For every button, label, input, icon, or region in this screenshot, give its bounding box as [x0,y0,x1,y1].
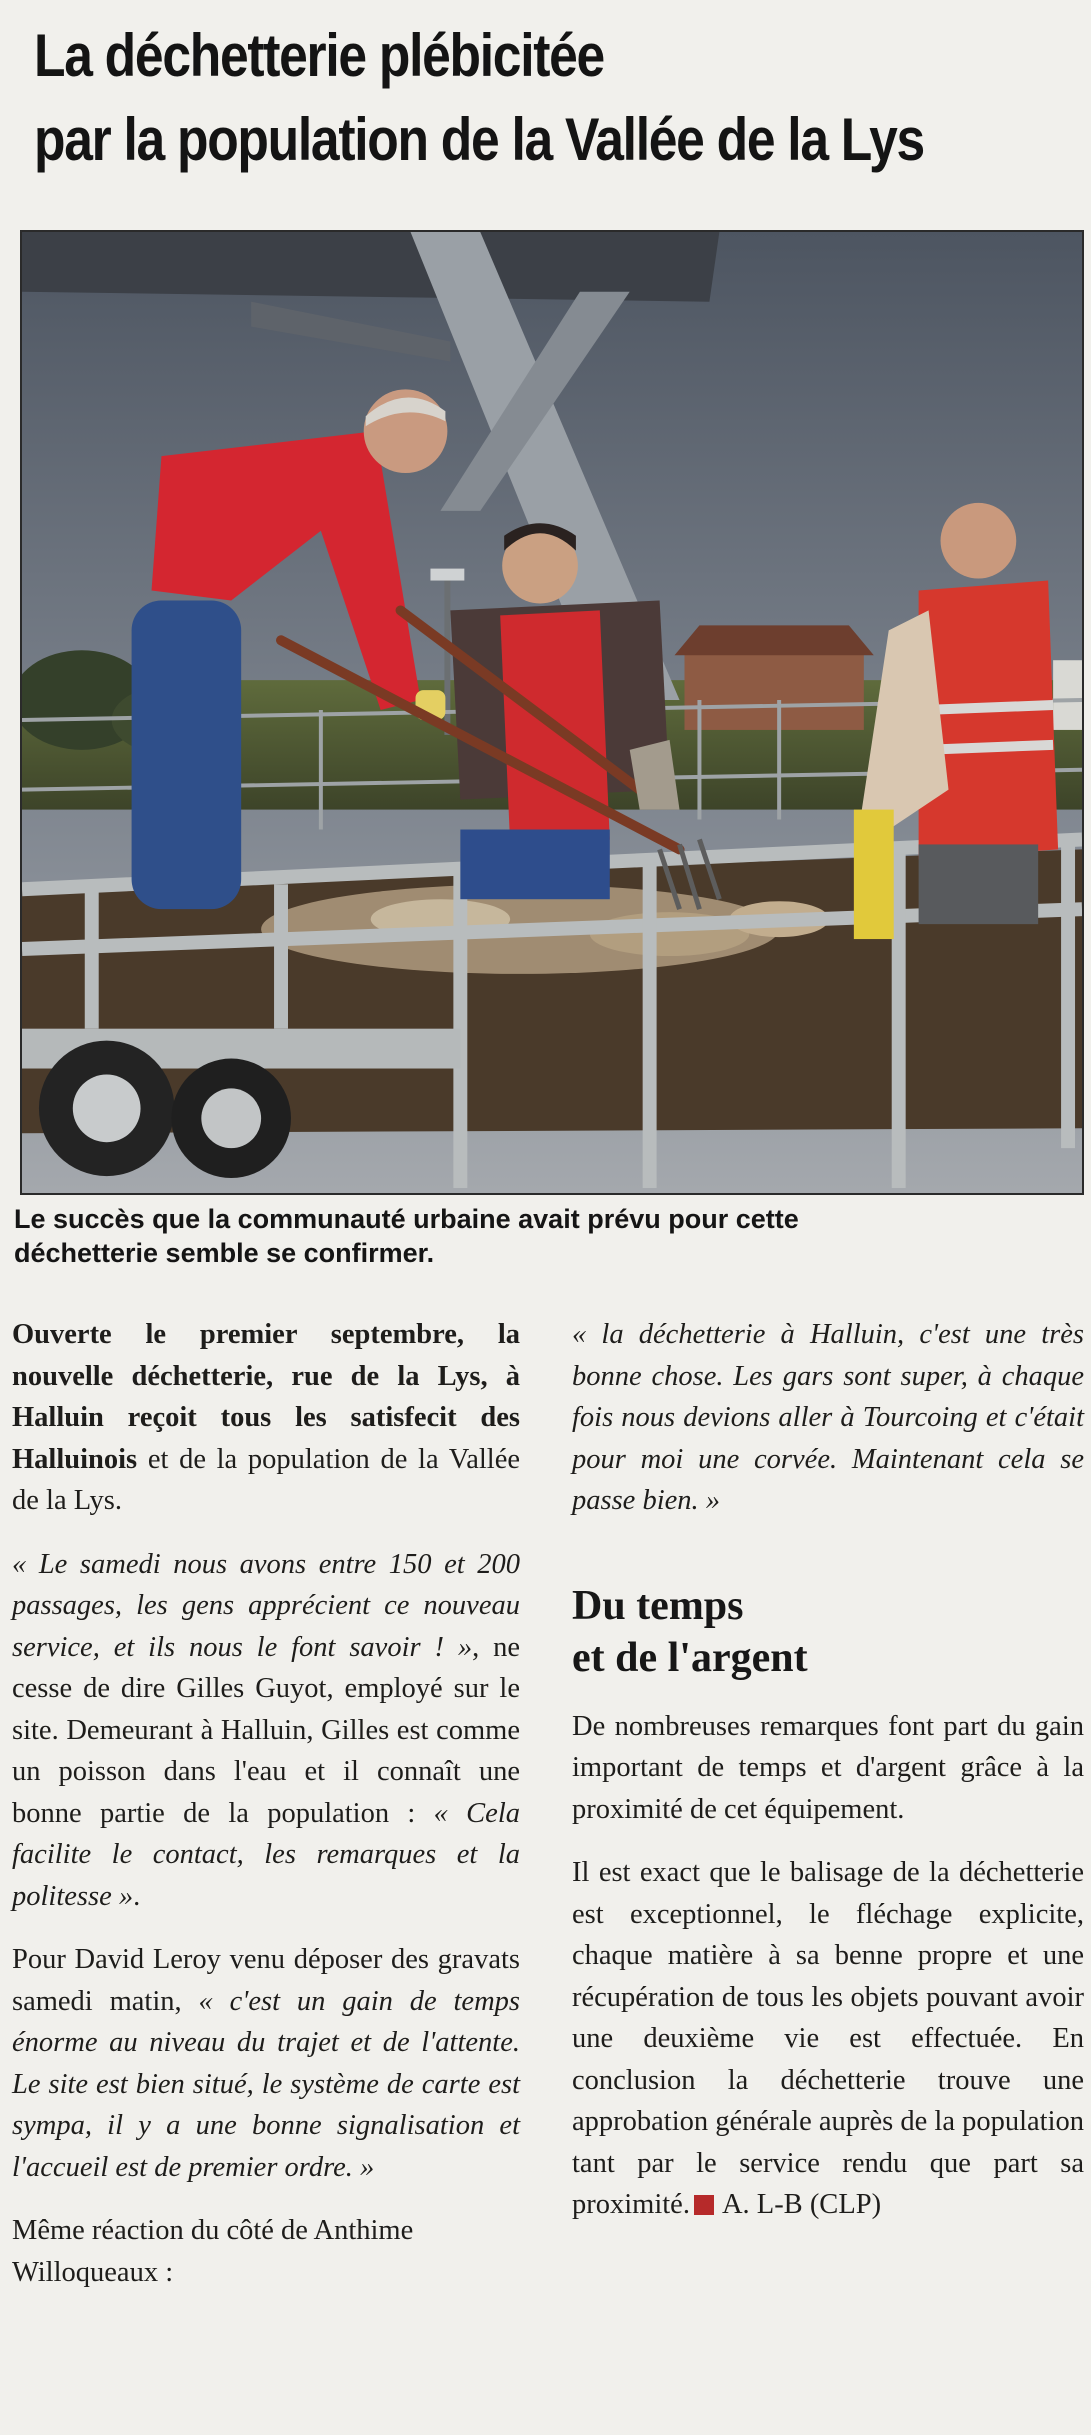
lead-bold-text: Ouverte le premier septembre, la nouvelle déchetterie, rue de la Lys, à Halluin reçoit tous les satisfecit des Halluinois [12,1319,520,1475]
paragraph-3-text: Pour David Leroy venu déposer des gravats samedi matin, [12,1944,520,2017]
paragraph-2-end: . [133,1880,141,1912]
section-subheading [572,1580,1084,1684]
paragraph-remarques: De nombreuses remarques font part du gain important de temps et d'argent grâce à la proximité de cet équipement. [572,1710,1084,1825]
article-photo [20,230,1084,1195]
caption-line-1: Le succès que la communauté urbaine avait prévu pour cette [14,1204,799,1234]
quote-tres-bonne-chose: « la déchetterie à Halluin, c'est une très bonne chose. Les gars sont super, à chaque fois nous devions aller à Tourcoing et c'était pour moi une corvée. Maintenant cela se passe bien. » [572,1319,1084,1516]
paragraph-6-text: Il est exact que le balisage de la déchetterie est exceptionnel, le fléchage explicite, chaque matière à sa benne propre et une récupération de tous les objets pouvant avoir une deuxième vie est effectuée. En conclusion la déchetterie trouve une approbation générale auprès de la population tant par le service rendu que part sa proximité. [572,1857,1085,2220]
subhead-line-2: et de l'argent [572,1634,808,1681]
article-column-left [12,1314,520,2293]
lead-rest-text: et de la population de la Vallée de la Lys. [12,1443,520,1516]
paragraph-gilles-guyot [12,1544,520,1918]
photo-caption [14,1202,1074,1270]
author-signature: A. L-B (CLP) [721,2189,882,2220]
paragraph-4-text: Même réaction du côté de Anthime Willoqueaux : [12,2215,414,2288]
article-headline [34,14,928,182]
end-square-icon [694,2195,714,2215]
quote-contact: « Cela facilite le contact, les remarques et la politesse » [12,1797,521,1912]
article-column-right [572,1314,1084,2226]
paragraph-anthime-quote [572,1314,1084,1522]
photo-illustration [22,232,1082,1193]
paragraph-conclusion [572,1852,1084,2226]
paragraph-2-text: , ne cesse de dire Gilles Guyot, employé sur le site. Demeurant à Halluin, Gilles est comme un poisson dans l'eau et il connaît une bonne partie de la population : [12,1631,520,1829]
quote-gain-de-temps: « c'est un gain de temps énorme au niveau du trajet et de l'attente. Le site est bien situé, le système de carte est sympa, il y a une bonne signalisation et l'accueil est de premier ordre. » [12,1985,520,2183]
lead-paragraph [12,1314,520,1522]
caption-line-2: déchetterie semble se confirmer. [14,1238,435,1268]
quote-passages: « Le samedi nous avons entre 150 et 200 passages, les gens apprécient ce nouveau service, et ils nous le font savoir ! » [12,1548,520,1663]
headline-line-1: La déchetterie plébicitée [34,22,604,89]
subhead-line-1: Du temps [572,1582,744,1629]
paragraph-david-leroy [12,1939,520,2188]
headline-line-2: par la population de la Vallée de la Lys [34,106,924,173]
paragraph-anthime-start [12,2210,520,2293]
